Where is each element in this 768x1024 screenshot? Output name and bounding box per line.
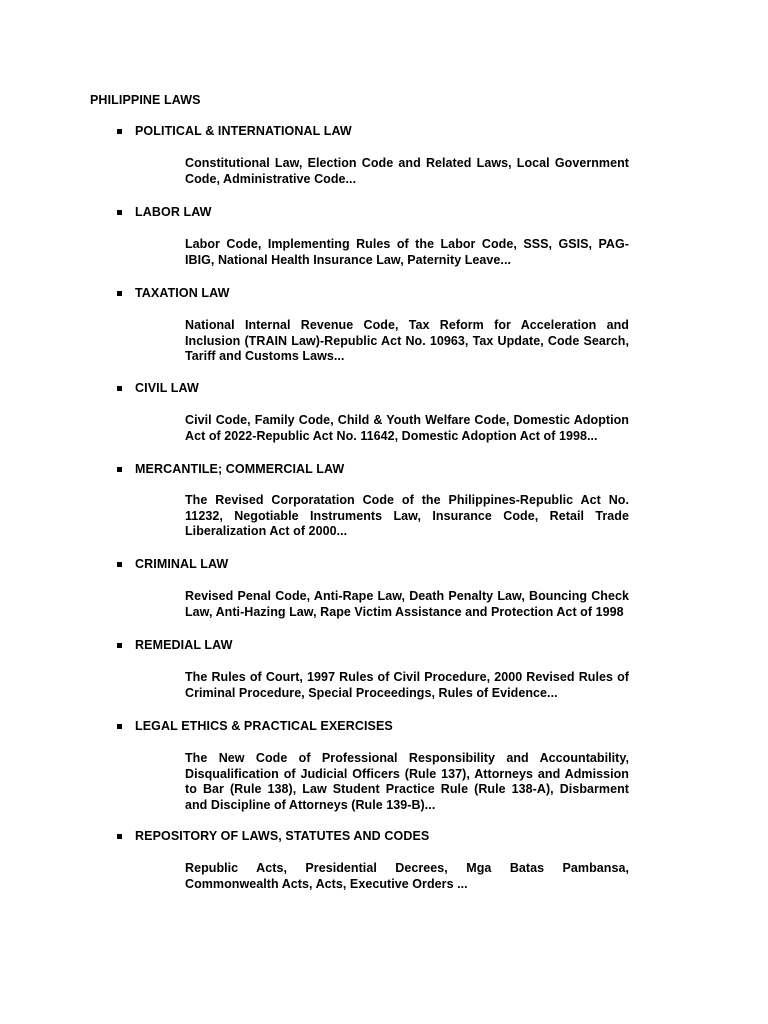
section-body: Republic Acts, Presidential Decrees, Mga Batas Pambansa, Commonwealth Acts, Acts, Executive Orders ... — [185, 861, 629, 891]
square-bullet-icon — [117, 210, 122, 215]
section-body: The Revised Corporatation Code of the Philippines-Republic Act No. 11232, Negotiable Instruments Law, Insurance Code, Retail Trade Liberalization Act of 2000... — [185, 493, 629, 539]
section-heading-row — [117, 637, 233, 653]
section-heading-row — [117, 556, 228, 572]
square-bullet-icon — [117, 724, 122, 729]
section-heading-row — [117, 828, 429, 844]
section-heading-row — [117, 461, 344, 477]
section-heading: CIVIL LAW — [135, 381, 199, 395]
section-heading-row — [117, 123, 352, 139]
square-bullet-icon — [117, 386, 122, 391]
section-heading-row — [117, 718, 393, 734]
section-heading: LABOR LAW — [135, 205, 212, 219]
section-body: Constitutional Law, Election Code and Related Laws, Local Government Code, Administrative Code... — [185, 156, 629, 186]
square-bullet-icon — [117, 834, 122, 839]
section-body: National Internal Revenue Code, Tax Reform for Acceleration and Inclusion (TRAIN Law)-Republic Act No. 10963, Tax Update, Code Search, Tariff and Customs Laws... — [185, 318, 629, 364]
section-heading: CRIMINAL LAW — [135, 557, 229, 571]
section-heading: REPOSITORY OF LAWS, STATUTES AND CODES — [135, 829, 430, 843]
section-heading: MERCANTILE; COMMERCIAL LAW — [135, 462, 345, 476]
section-body: The Rules of Court, 1997 Rules of Civil Procedure, 2000 Revised Rules of Criminal Procedure, Special Proceedings, Rules of Evidence... — [185, 670, 629, 700]
square-bullet-icon — [117, 129, 122, 134]
square-bullet-icon — [117, 643, 122, 648]
document-title: PHILIPPINE LAWS — [90, 93, 201, 107]
section-heading-row — [117, 204, 212, 220]
section-heading: LEGAL ETHICS & PRACTICAL EXERCISES — [135, 719, 393, 733]
section-body: Civil Code, Family Code, Child & Youth Welfare Code, Domestic Adoption Act of 2022-Republic Act No. 11642, Domestic Adoption Act of 1998... — [185, 413, 629, 443]
section-heading: REMEDIAL LAW — [135, 638, 233, 652]
section-heading-row — [117, 380, 199, 396]
section-heading-row — [117, 285, 229, 301]
section-body: Revised Penal Code, Anti-Rape Law, Death Penalty Law, Bouncing Check Law, Anti-Hazing Law, Rape Victim Assistance and Protection Act of 1998 — [185, 589, 629, 619]
section-heading: TAXATION LAW — [135, 286, 230, 300]
section-heading: POLITICAL & INTERNATIONAL LAW — [135, 124, 352, 138]
square-bullet-icon — [117, 291, 122, 296]
square-bullet-icon — [117, 467, 122, 472]
section-body: Labor Code, Implementing Rules of the Labor Code, SSS, GSIS, PAG-IBIG, National Health Insurance Law, Paternity Leave... — [185, 237, 629, 267]
square-bullet-icon — [117, 562, 122, 567]
section-body: The New Code of Professional Responsibility and Accountability, Disqualification of Judicial Officers (Rule 137), Attorneys and Admission to Bar (Rule 138), Law Student Practice Rule (Rule 138-A), Disbarment and Discipline of Attorneys (Rule 139-B)... — [185, 751, 629, 812]
